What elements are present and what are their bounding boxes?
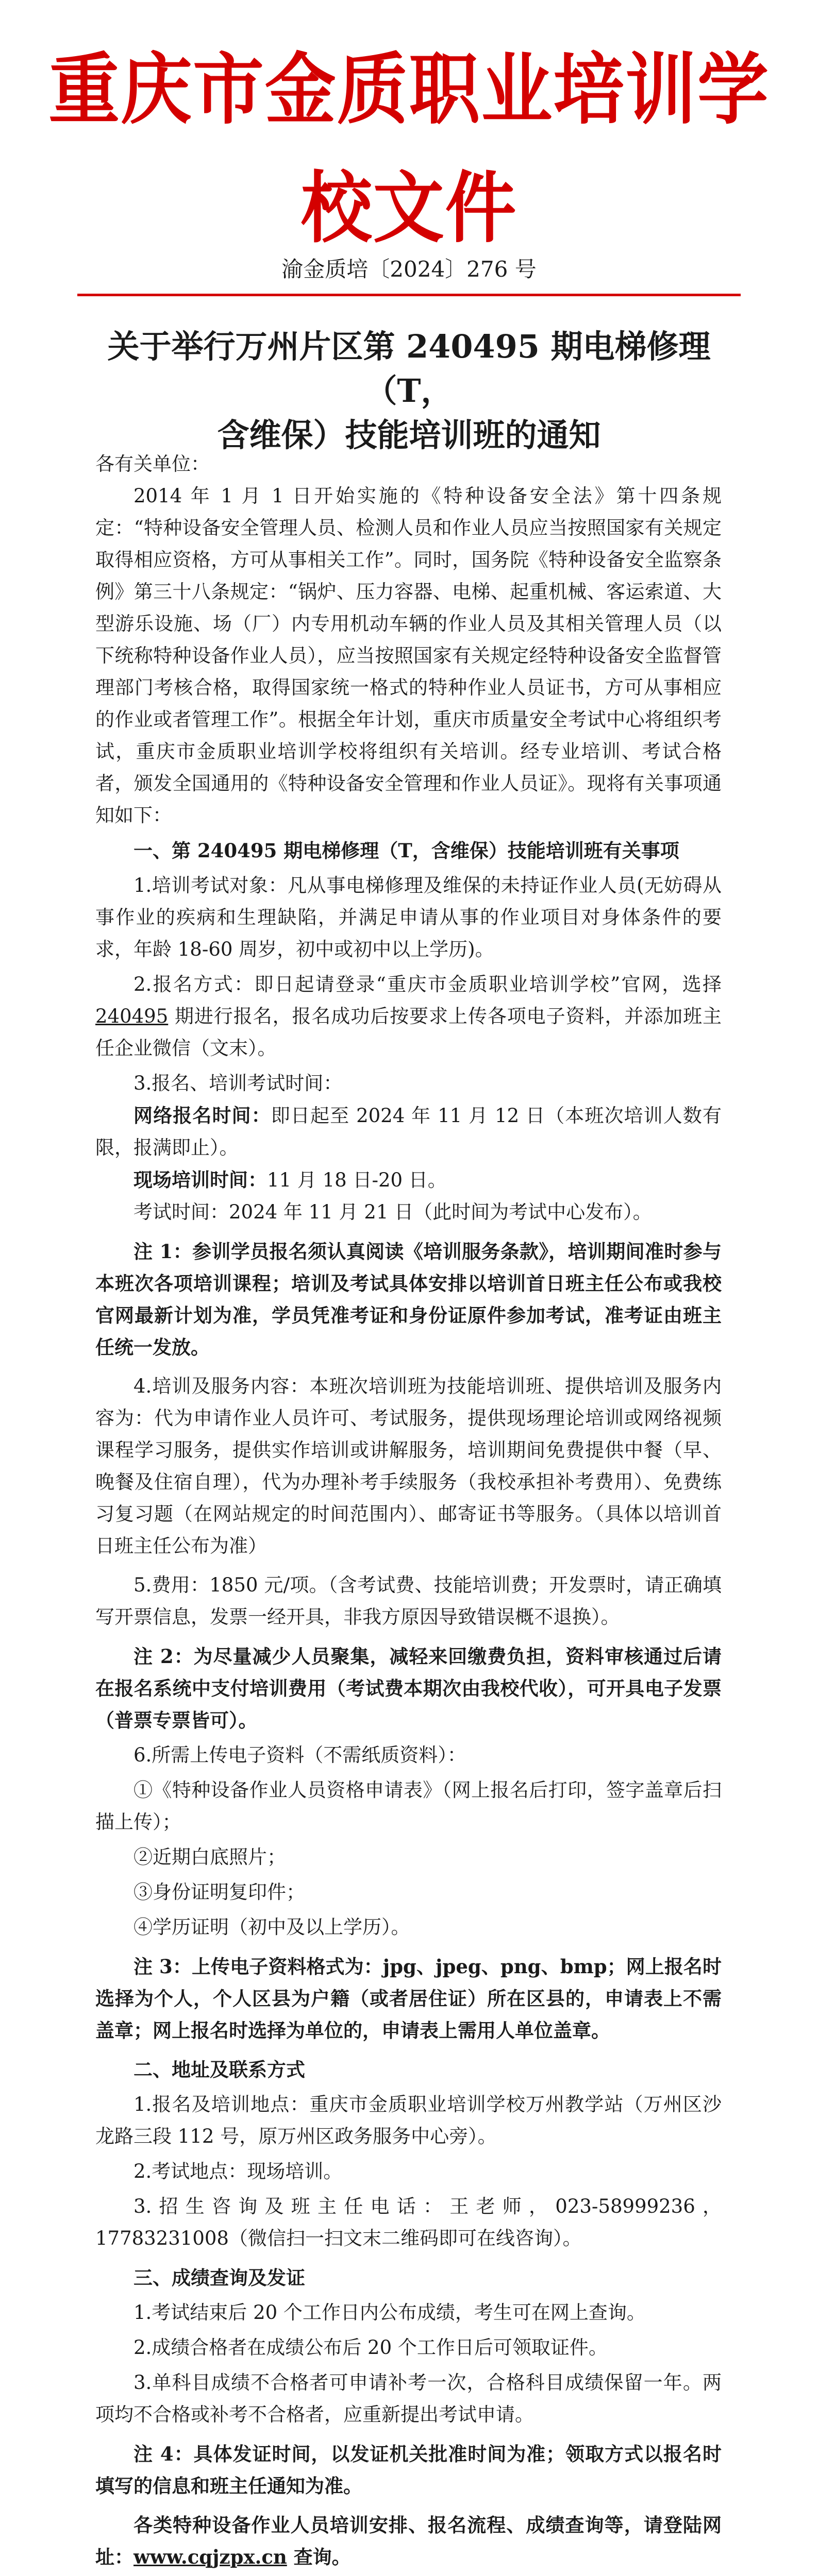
item-5-fees: 5.费用：1850 元/项。（含考试费、技能培训费；开发票时，请正确填写开票信息，发票一经开具，非我方原因导致错误概不退换）。: [95, 1574, 722, 1628]
item-2-text-a: 2.报名方式：即日起请登录“重庆市金质职业培训学校”官网，选择: [133, 973, 722, 995]
org-title: 重庆市金质职业培训学校文件: [48, 45, 770, 253]
notice-title-line-2: 含维保）技能培训班的通知: [217, 416, 601, 454]
training-time: [95, 1164, 722, 1196]
document-4-education-proof: ④学历证明（初中及以上学历）。: [133, 1916, 410, 1938]
closing-text-b: 查询。: [287, 2546, 351, 2568]
contact-phone: 3.招生咨询及班主任电话：王老师，023-58999236，17783231008（微信扫一扫文末二维码即可在线咨询）。: [95, 2195, 722, 2249]
section-2-heading: 二、地址及联系方式: [133, 2058, 305, 2081]
section-1-heading: 一、第 240495 期电梯修理（T，含维保）技能培训班有关事项: [133, 839, 679, 862]
salutation: 各有关单位：: [95, 453, 210, 475]
exam-time: 考试时间：2024 年 11 月 21 日（此时间为考试中心发布）。: [133, 1201, 652, 1223]
item-3-schedule: 3.报名、培训考试时间：: [133, 1072, 343, 1094]
closing-paragraph: [95, 2509, 722, 2573]
item-2-text-b: 期进行报名，报名成功后按要求上传各项电子资料，并添加班主任企业微信（文末）。: [95, 1005, 722, 1059]
score-1: 1.考试结束后 20 个工作日内公布成绩，考生可在网上查询。: [133, 2301, 646, 2324]
note-2: 注 2：为尽量减少人员聚集，减轻来回缴费负担，资料审核通过后请在报名系统中支付培训费用（考试费本期次由我校代收），可开具电子发票（普票专票皆可）。: [95, 1645, 722, 1732]
item-6-documents: 6.所需上传电子资料（不需纸质资料）：: [133, 1744, 466, 1766]
document-1-application-form: ①《特种设备作业人员资格申请表》（网上报名后打印，签字盖章后扫描上传）；: [95, 1779, 722, 1833]
registration-time: [95, 1099, 722, 1164]
closing-text-a: 各类特种设备作业人员培训安排、报名流程、成绩查询等，请登陆网址：: [95, 2514, 722, 2568]
red-divider: [77, 294, 741, 296]
item-2-registration: [95, 969, 722, 1064]
document-header: [0, 31, 818, 268]
address-training-location: 1.报名及培训地点：重庆市金质职业培训学校万州教学站（万州区沙龙路三段 112 号，原万州区政务服务中心旁）。: [95, 2093, 722, 2147]
intro-paragraph: 2014 年 1 月 1 日开始实施的《特种设备安全法》第十四条规定：“特种设备安全管理人员、检测人员和作业人员应当按照国家有关规定取得相应资格，方可从事相关工作”。同时，国务院《特种设备安全监察条例》第三十八条规定：“锅炉、压力容器、电梯、起重机械、客运索道、大型游乐设施、场（厂）内专用机动车辆的作业人员及其相关管理人员（以下统称特种设备作业人员），应当按照国家有关规定经特种设备安全监督管理部门考核合格，取得国家统一格式的特种作业人员证书，方可从事相应的作业或者管理工作”。根据全年计划，重庆市质量安全考试中心将组织考试，重庆市金质职业培训学校将组织有关培训。经专业培训、考试合格者，颁发全国通用的《特种设备安全管理和作业人员证》。现将有关事项通知如下：: [95, 485, 722, 826]
registration-time-value: 即日起至 2024 年 11 月 12 日（本班次培训人数有限，报满即止）。: [95, 1105, 722, 1159]
document-number: 渝金质培〔2024〕276 号: [281, 257, 537, 282]
training-time-value: 11 月 18 日-20 日。: [267, 1169, 447, 1191]
website-link[interactable]: www.cqjzpx.cn: [133, 2546, 287, 2568]
registration-time-label: 网络报名时间：: [133, 1104, 271, 1127]
document-3-id-copy: ③身份证明复印件；: [133, 1881, 305, 1903]
note-4: 注 4：具体发证时间，以发证机关批准时间为准；领取方式以报名时填写的信息和班主任通知为准。: [95, 2443, 722, 2497]
class-number-link[interactable]: 240495: [95, 1005, 169, 1027]
notice-title: [93, 325, 725, 457]
section-3-heading: 三、成绩查询及发证: [133, 2266, 305, 2289]
document-2-photo: ②近期白底照片；: [133, 1846, 286, 1868]
score-2: 2.成绩合格者在成绩公布后 20 个工作日后可领取证件。: [133, 2336, 608, 2359]
item-1-candidates: 1.培训考试对象：凡从事电梯修理及维保的未持证作业人员(无妨碍从事作业的疾病和生理缺陷，并满足申请从事的作业项目对身体条件的要求，年龄 18-60 周岁，初中或初中以上学历)。: [95, 874, 722, 960]
note-3: 注 3：上传电子资料格式为：jpg、jpeg、png、bmp；网上报名时选择为个人，个人区县为户籍（或者居住证）所在区县的，申请表上不需盖章；网上报名时选择为单位的，申请表上需用人单位盖章。: [95, 1955, 722, 2042]
training-time-label: 现场培训时间：: [133, 1168, 267, 1191]
address-exam-location: 2.考试地点：现场培训。: [133, 2160, 343, 2182]
notice-body: [95, 448, 722, 2573]
notice-title-line-1: 关于举行万州片区第 240495 期电梯修理（T，: [107, 328, 711, 410]
score-3: 3.单科目成绩不合格者可申请补考一次，合格科目成绩保留一年。两项均不合格或补考不合格者，应重新提出考试申请。: [95, 2371, 722, 2426]
item-4-services: 4.培训及服务内容：本班次培训班为技能培训班、提供培训及服务内容为：代为申请作业人员许可、考试服务，提供现场理论培训或网络视频课程学习服务，提供实作培训或讲解服务，培训期间免费提供中餐（早、晚餐及住宿自理），代为办理补考手续服务（我校承担补考费用）、免费练习复习题（在网站规定的时间范围内）、邮寄证书等服务。（具体以培训首日班主任公布为准）: [95, 1375, 722, 1557]
note-1: 注 1：参训学员报名须认真阅读《培训服务条款》，培训期间准时参与本班次各项培训课程；培训及考试具体安排以培训首日班主任公布或我校官网最新计划为准，学员凭准考证和身份证原件参加考试，准考证由班主任统一发放。: [95, 1240, 722, 1359]
